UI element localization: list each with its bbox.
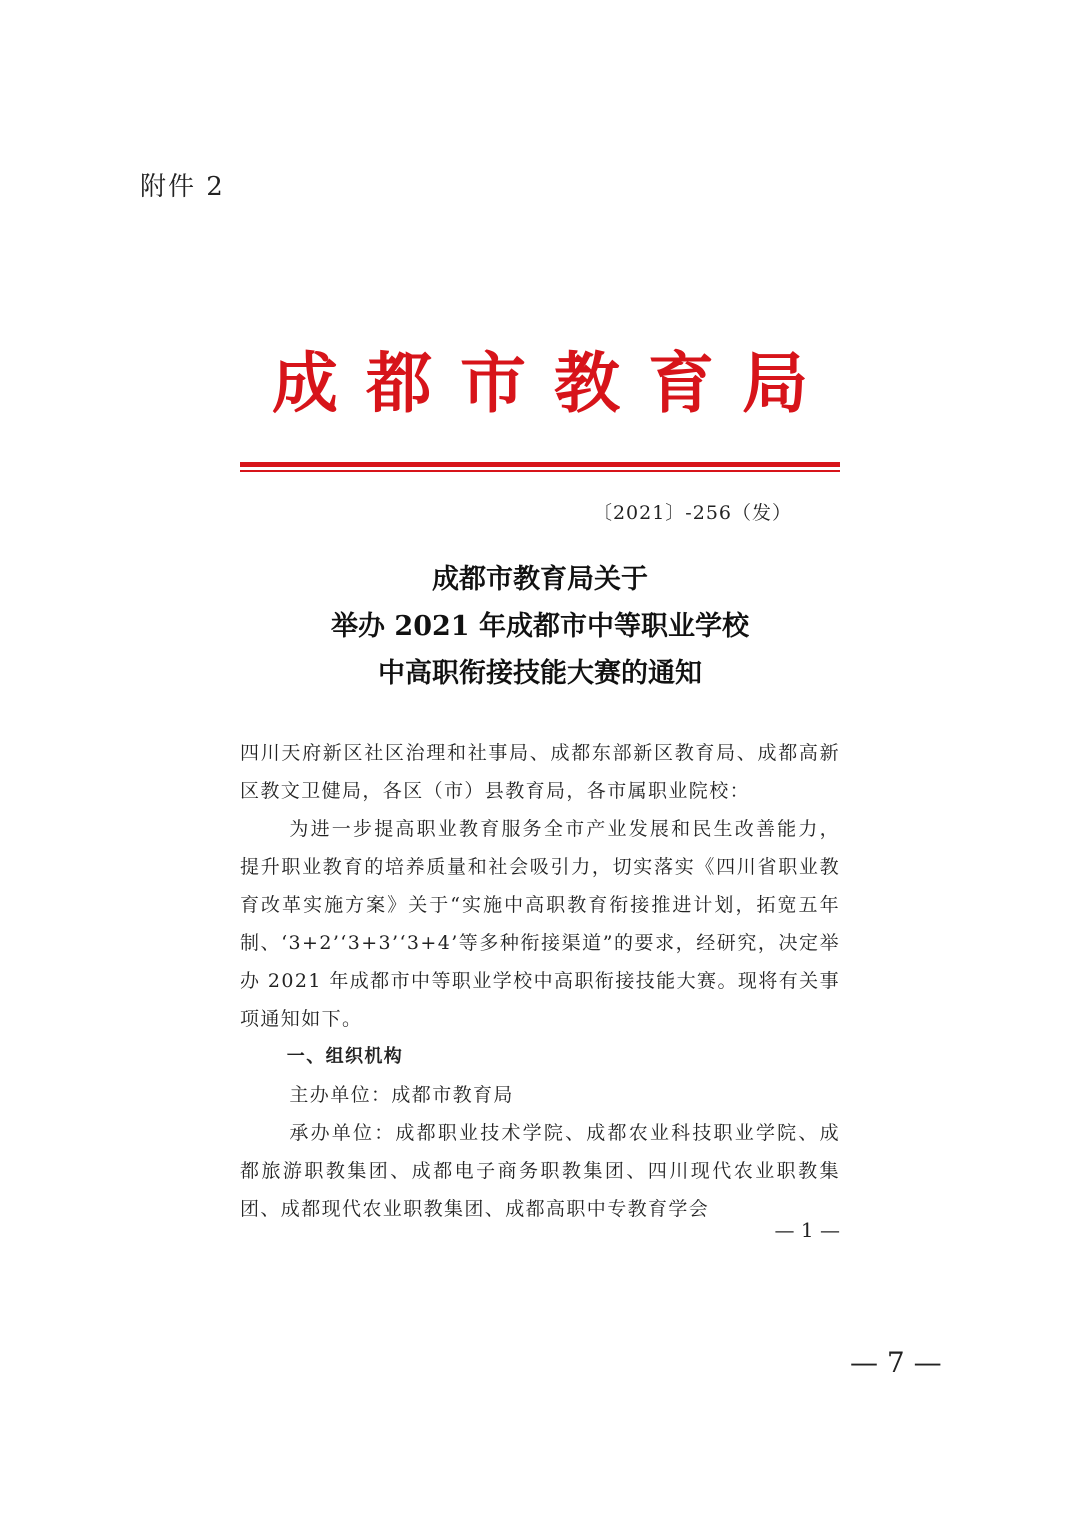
notice-body (240, 734, 840, 1228)
title-line-1: 成都市教育局关于 (432, 564, 648, 595)
inner-page-number: — 1 — (774, 1218, 840, 1242)
title-line-2: 举办 2021 年成都市中等职业学校 (331, 611, 749, 642)
letterhead-red-rule-thin (240, 470, 840, 472)
document-number: 〔2021〕-256（发） (592, 502, 792, 524)
attachment-label: 附件 2 (140, 172, 225, 202)
letterhead-title: 成都市教育局 (272, 344, 836, 422)
recipients-paragraph: 四川天府新区社区治理和社事局、成都东部新区教育局、成都高新区教文卫健局，各区（市）县教育局，各市属职业院校： (240, 742, 840, 802)
embedded-document (240, 320, 840, 1250)
intro-paragraph: 为进一步提高职业教育服务全市产业发展和民生改善能力，提升职业教育的培养质量和社会吸引力，切实落实《四川省职业教育改革实施方案》关于“实施中高职教育衔接推进计划，拓宽五年制、‘3+2’‘3+3’‘3+4’等多种衔接渠道”的要求，经研究，决定举办 2021 年成都市中等职业学校中高职衔接技能大赛。现将有关事项通知如下。 (240, 818, 840, 1030)
co-organizers-paragraph: 承办单位：成都职业技术学院、成都农业科技职业学院、成都旅游职教集团、成都电子商务职教集团、四川现代农业职教集团、成都现代农业职教集团、成都高职中专教育学会 (240, 1122, 840, 1220)
outer-page-number: — 7 — (850, 1346, 942, 1379)
letterhead-red-rule-thick (240, 462, 840, 467)
title-line-3: 中高职衔接技能大赛的通知 (378, 658, 702, 689)
notice-title (240, 556, 840, 697)
section-heading-organization: 一、组织机构 (286, 1046, 404, 1067)
organizer-paragraph: 主办单位：成都市教育局 (289, 1084, 514, 1106)
